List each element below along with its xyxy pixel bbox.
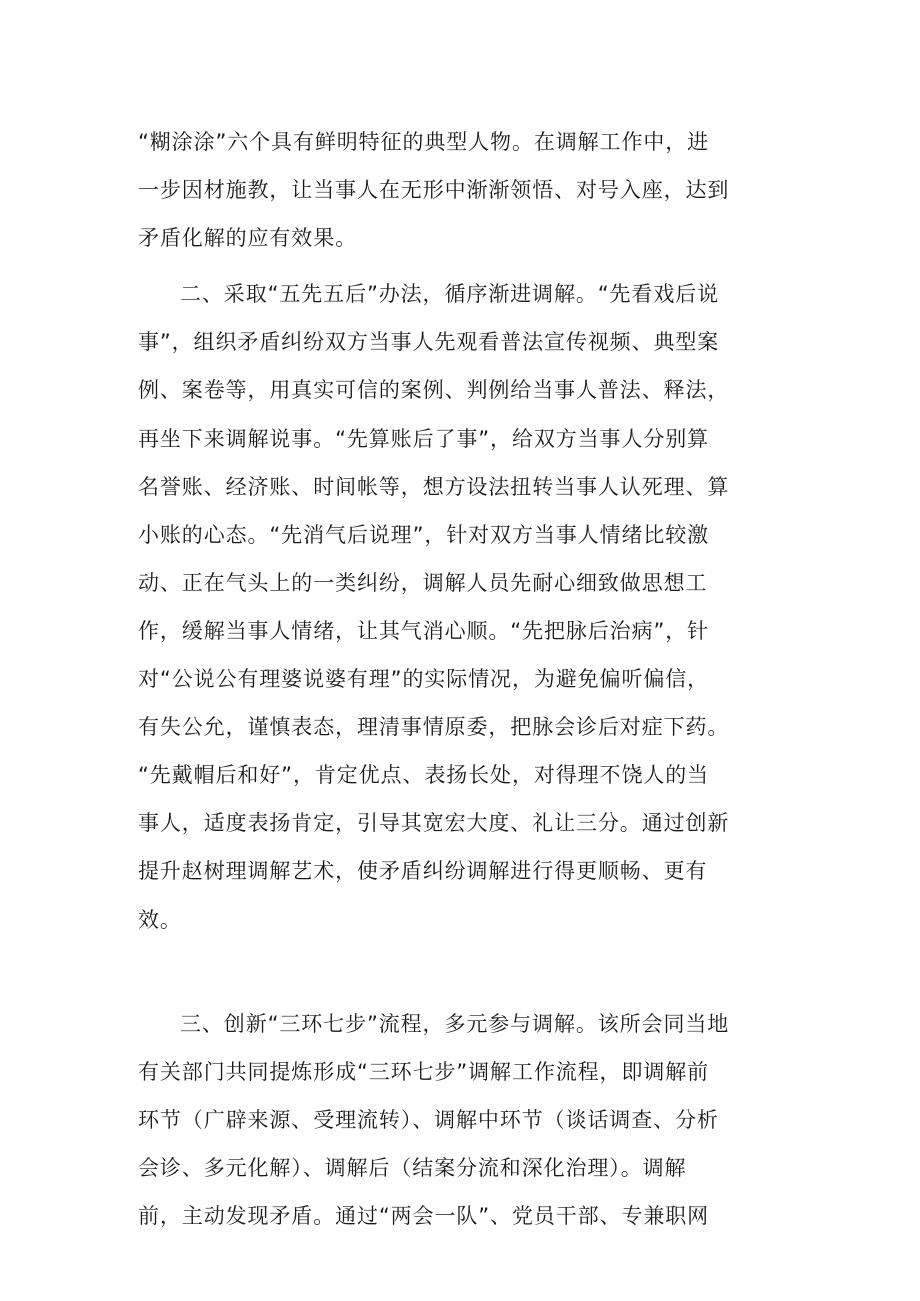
text-line: 例、案卷等，用真实可信的案例、判例给当事人普法、释法， xyxy=(138,378,730,403)
paragraph-1 xyxy=(138,118,778,262)
paragraph-3 xyxy=(138,1000,778,1240)
text-line: 效。 xyxy=(138,907,182,932)
text-line: 会诊、多元化解）、调解后（结案分流和深化治理）。调解 xyxy=(138,1155,687,1180)
text-line xyxy=(138,944,778,992)
text-line: 小账的心态。“先消气后说理”，针对双方当事人情绪比较激 xyxy=(138,522,710,547)
text-line: “糊涂涂”六个具有鲜明特征的典型人物。在调解工作中，进 xyxy=(138,130,710,154)
text-line: 提升赵树理调解艺术，使矛盾纠纷调解进行得更顺畅、更有 xyxy=(138,859,708,884)
text-line: 矛盾化解的应有效果。 xyxy=(138,226,357,251)
text-line: 三、创新“三环七步”流程，多元参与调解。该所会同当地 xyxy=(180,1011,730,1036)
paragraph-gap xyxy=(138,992,778,1000)
paragraph-gap xyxy=(138,262,778,270)
text-line: 动、正在气头上的一类纠纷，调解人员先耐心细致做思想工 xyxy=(138,570,708,595)
text-line: 环节（广辟来源、受理流转）、调解中环节（谈话调查、分析 xyxy=(138,1107,719,1132)
text-line: 有关部门共同提炼形成“三环七步”调解工作流程，即调解前 xyxy=(138,1059,710,1084)
paragraph-2 xyxy=(138,270,778,991)
text-line: 二、采取“五先五后”办法，循序渐进调解。“先看戏后说 xyxy=(180,282,720,307)
document-body xyxy=(138,118,778,1240)
text-line: 再坐下来调解说事。“先算账后了事”，给双方当事人分别算 xyxy=(138,426,710,451)
text-line: 一步因材施教，让当事人在无形中渐渐领悟、对号入座，达到 xyxy=(138,178,730,203)
text-line: “先戴帽后和好”，肯定优点、表扬长处，对得理不饶人的当 xyxy=(138,763,710,788)
text-line: 对“公说公有理婆说婆有理”的实际情况，为避免偏听偏信， xyxy=(138,667,710,692)
text-line: 事”，组织矛盾纠纷双方当事人先观看普法宣传视频、典型案 xyxy=(138,330,720,355)
text-line: 名誉账、经济账、时间帐等，想方设法扭转当事人认死理、算 xyxy=(138,474,730,499)
text-line: 前，主动发现矛盾。通过“两会一队”、党员干部、专兼职网 xyxy=(138,1204,710,1229)
text-line: 有失公允，谨慎表态，理清事情原委，把脉会诊后对症下药。 xyxy=(138,715,730,740)
text-line: 作，缓解当事人情绪，让其气消心顺。“先把脉后治病”，针 xyxy=(138,618,710,643)
text-line: 事人，适度表扬肯定，引导其宽宏大度、礼让三分。通过创新 xyxy=(138,811,730,836)
